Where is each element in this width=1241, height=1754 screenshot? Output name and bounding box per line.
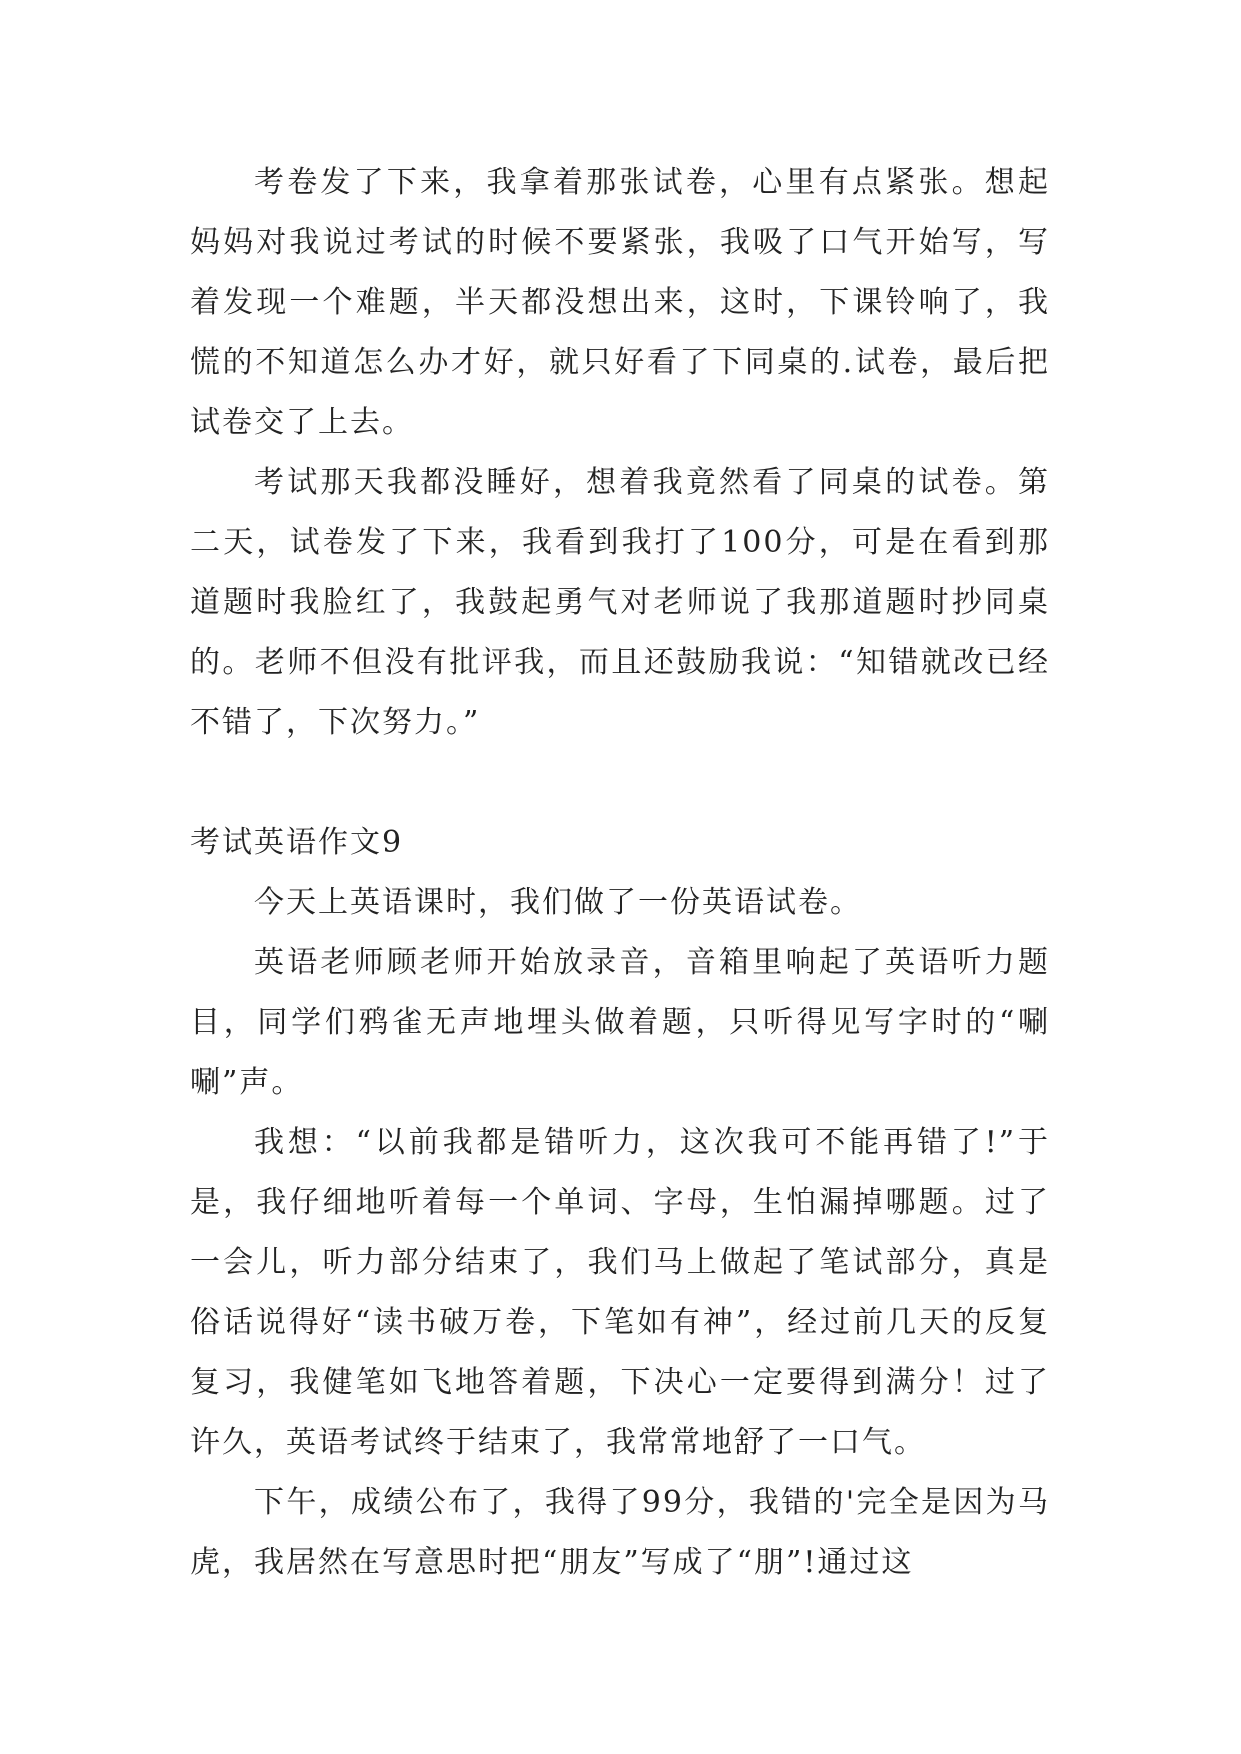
section-title: 考试英语作文9 xyxy=(190,825,404,860)
paragraph: 英语老师顾老师开始放录音，音箱里响起了英语听力题目，同学们鸦雀无声地埋头做着题，只听得见写字时的“唰唰”声。 xyxy=(190,945,1050,1100)
paragraph: 考试那天我都没睡好，想着我竟然看了同桌的试卷。第二天，试卷发了下来，我看到我打了100分，可是在看到那道题时我脸红了，我鼓起勇气对老师说了我那道题时抄同桌的。老师不但没有批评我，而且还鼓励我说：“知错就改已经不错了，下次努力。” xyxy=(190,465,1050,740)
paragraph: 下午，成绩公布了，我得了99分，我错的'完全是因为马虎，我居然在写意思时把“朋友”写成了“朋”!通过这 xyxy=(190,1485,1050,1580)
document-body xyxy=(190,153,1050,1593)
paragraph: 考卷发了下来，我拿着那张试卷，心里有点紧张。想起妈妈对我说过考试的时候不要紧张，我吸了口气开始写，写着发现一个难题，半天都没想出来，这时，下课铃响了，我慌的不知道怎么办才好，就只好看了下同桌的.试卷，最后把试卷交了上去。 xyxy=(190,165,1050,440)
paragraph: 今天上英语课时，我们做了一份英语试卷。 xyxy=(254,885,862,920)
paragraph: 我想：“以前我都是错听力，这次我可不能再错了!”于是，我仔细地听着每一个单词、字母，生怕漏掉哪题。过了一会儿，听力部分结束了，我们马上做起了笔试部分，真是俗话说得好“读书破万卷，下笔如有神”，经过前几天的反复复习，我健笔如飞地答着题，下决心一定要得到满分！过了许久，英语考试终于结束了，我常常地舒了一口气。 xyxy=(190,1125,1050,1460)
